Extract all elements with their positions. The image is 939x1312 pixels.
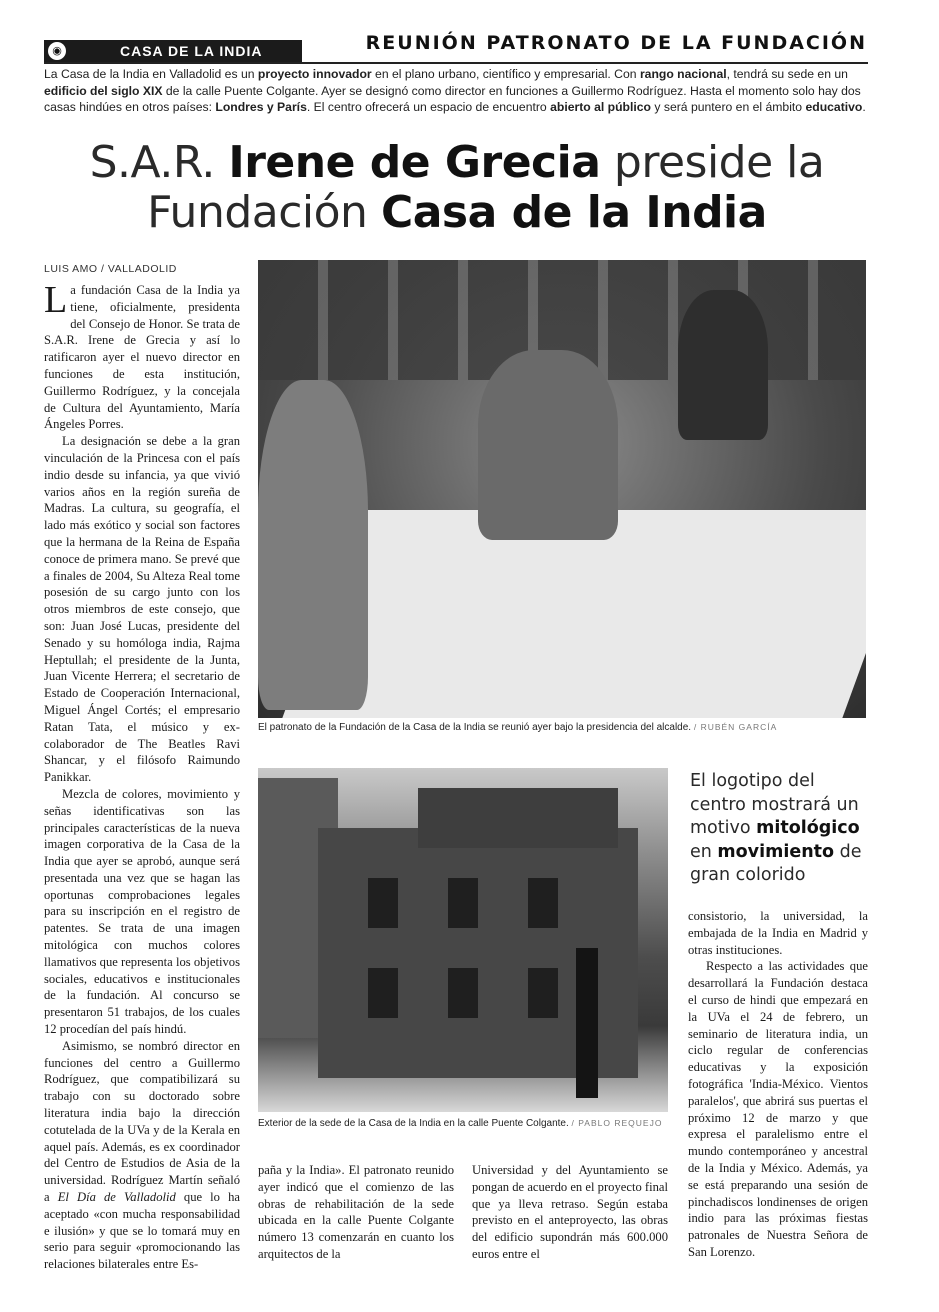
building-photo xyxy=(258,768,668,1112)
article-column-4: consistorio, la universidad, la embajada de la India en Madrid y otras instituciones. Respecto a las actividades que desarrollará la Fundación destaca el curso de hindi que empezará en la UVa el 24 de febrero, un seminario de literatura india, un ciclo regular de conferencias educativas y la exposición fotográfica 'India-México. Vientos paralelos', que abrirá sus puertas el próximo 12 de marzo y que expresa el paralelismo entre el mundo contemporáneo y ancestral de la India y México. Además, ya se está preparando una sesión de pinchadiscos londinenses de origen indio para las próximas fiestas patronales de Nuestra Señora de San Lorenzo. xyxy=(688,909,868,1259)
pull-quote: El logotipo del centro mostrará un motivo mitológico en movimiento de gran colorido xyxy=(690,771,862,885)
article-column-2: paña y la India». El patronato reunido ayer indicó que el comienzo de las obras de rehabilitación de la sede ubicada en la calle Puente Colgante número 13 comenzarán en cuanto los arquitectos de la xyxy=(258,1163,454,1261)
meeting-photo xyxy=(258,260,866,718)
photo-credit: / RUBÉN GARCÍA xyxy=(693,722,778,732)
byline: LUIS AMO / VALLADOLID xyxy=(44,263,177,275)
newspaper-logo-icon: ◉ xyxy=(48,42,66,60)
article-column-1: La fundación Casa de la India ya tiene, oficialmente, presidenta del Consejo de Honor. Se trata de S.A.R. Irene de Grecia y así lo ratificaron ayer el nuevo director en funciones de esta institución, Guillermo Rodríguez, y la concejala de Cultura del Ayuntamiento, María Ángeles Porres. La designación se debe a la gran vinculación de la Princesa con el país indio desde su infancia, ya que vivió varios años en la región sureña de Madras. La cultura, su geografía, el lado más exótico y social son factores que la hermana de la Reina de España conoce de primera mano. Se prevé que a finales de 2004, Su Alteza Real tome posesión de su cargo junto con los otros miembros de este consejo, que son: Juan José Lucas, presidente del Senado y su homóloga india, Rajma Heptullah; el presidente de la Junta, Juan Vicente Herrera; el secretario de Estado de Cooperación Internacional, Miguel Ángel Cortés; el empresario Ratan Tata, el músico y ex-colaborador de The Beatles Ravi Shancar, y el filósofo Raimundo Panikkar. Mezcla de colores, movimiento y señas identificativas son las principales características de la nueva imagen corporativa de la Casa de la India que ayer se aprobó, aunque será presentada una vez que se hagan las oportunas comprobaciones legales para su inscripción en el registro de patentes. Se trata de una imagen mitológica con muchos colores llamativos que representa los objetivos sociales, educativos e institucionales de la fundación. Al concurso se presentaron 51 trabajos, de los cuales 12 procedían del país hindú. Asimismo, se nombró director en funciones del centro a Guillermo Rodríguez, que compatibilizará su trabajo con su doctorado sobre literatura india bajo la dirección cotutelada de la UVa y de la Kerala en aquel país. Además, es ex coordinador del Centro de Estudios de Asia de la universidad. Rodríguez Martín señaló a El Día de Valladolid que lo ha aceptado «con mucha responsabilidad e ilusión» y que se lo tomará muy en serio para seguir «promocionando las relaciones bilaterales entre Es- xyxy=(44,279,240,1272)
section-label: CASA DE LA INDIA xyxy=(120,43,263,59)
photo-caption: El patronato de la Fundación de la Casa de la India se reunió ayer bajo la presidencia del alcalde. / RUBÉN GARCÍA xyxy=(258,722,778,733)
topic-heading: REUNIÓN PATRONATO DE LA FUNDACIÓN xyxy=(365,32,867,54)
header-rule xyxy=(44,62,868,64)
photo-credit: / PABLO REQUEJO xyxy=(571,1118,663,1128)
article-column-3: Universidad y del Ayuntamiento se pongan de acuerdo en el proyecto final que ya lleva retraso. Según estaba previsto en el anteproyecto, las obras del edificio supondrán más 600.000 euros entre el xyxy=(472,1163,668,1261)
drop-cap: L xyxy=(44,279,68,321)
page-title: S.A.R. Irene de Grecia preside la Fundación Casa de la India xyxy=(89,137,825,238)
lead-paragraph: La Casa de la India en Valladolid es un proyecto innovador en el plano urbano, científico y empresarial. Con rango nacional, tendrá su sede en un edificio del siglo XIX de la calle Puente Colgante. Ayer se designó como director en funciones a Guillermo Rodríguez. Hasta el momento solo hay dos casas hindúes en otros países: Londres y París. El centro ofrecerá un espacio de encuentro abierto al público y será puntero en el ámbito educativo. xyxy=(44,67,866,114)
photo-caption: Exterior de la sede de la Casa de la India en la calle Puente Colgante. / PABLO REQUEJO xyxy=(258,1118,663,1129)
